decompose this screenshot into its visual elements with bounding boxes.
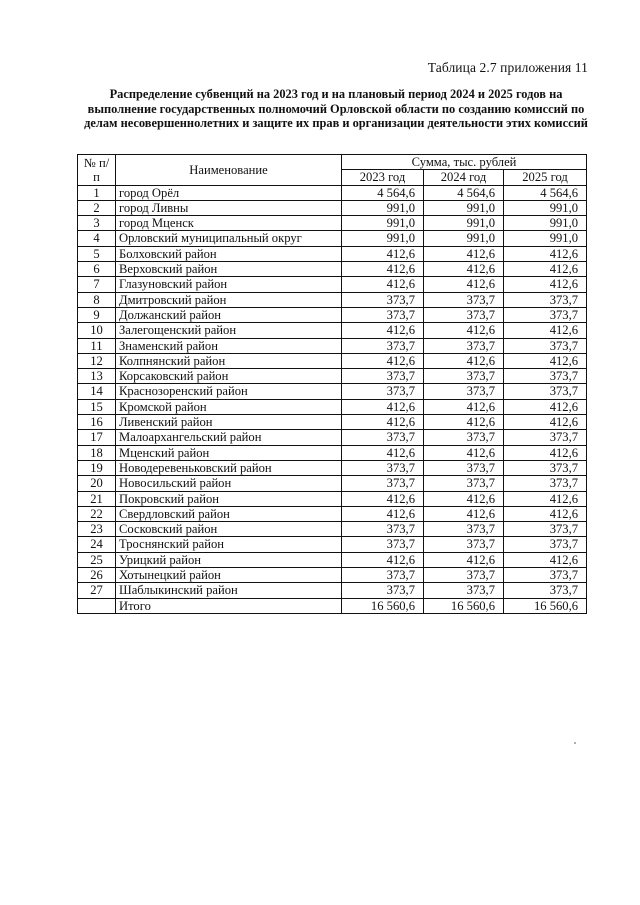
row-num: 9 <box>78 307 116 322</box>
total-num-cell <box>78 598 116 613</box>
table-row <box>78 307 587 322</box>
row-num: 11 <box>78 338 116 353</box>
row-value-2025: 373,7 <box>504 384 587 399</box>
row-value-2024: 991,0 <box>424 200 504 215</box>
row-value-2025: 991,0 <box>504 231 587 246</box>
row-value-2024: 991,0 <box>424 231 504 246</box>
total-2025: 16 560,6 <box>504 598 587 613</box>
row-value-2024: 412,6 <box>424 399 504 414</box>
row-name: город Орёл <box>116 185 342 200</box>
row-value-2025: 373,7 <box>504 430 587 445</box>
row-value-2024: 373,7 <box>424 369 504 384</box>
row-value-2024: 4 564,6 <box>424 185 504 200</box>
row-value-2025: 4 564,6 <box>504 185 587 200</box>
row-value-2025: 373,7 <box>504 369 587 384</box>
row-name: Хотынецкий район <box>116 568 342 583</box>
row-value-2024: 373,7 <box>424 537 504 552</box>
header-year-2023: 2023 год <box>342 170 424 185</box>
row-value-2023: 991,0 <box>342 216 424 231</box>
table-row <box>78 185 587 200</box>
header-year-2025: 2025 год <box>504 170 587 185</box>
total-2024: 16 560,6 <box>424 598 504 613</box>
table-row <box>78 491 587 506</box>
row-name: город Мценск <box>116 216 342 231</box>
row-name: Новодеревеньковский район <box>116 460 342 475</box>
row-value-2025: 373,7 <box>504 522 587 537</box>
row-name: Малоархангельский район <box>116 430 342 445</box>
row-value-2024: 412,6 <box>424 445 504 460</box>
row-name: Должанский район <box>116 307 342 322</box>
row-value-2023: 373,7 <box>342 460 424 475</box>
row-value-2025: 373,7 <box>504 460 587 475</box>
row-value-2023: 373,7 <box>342 369 424 384</box>
row-value-2023: 412,6 <box>342 552 424 567</box>
row-num: 23 <box>78 522 116 537</box>
row-value-2023: 373,7 <box>342 568 424 583</box>
row-value-2024: 991,0 <box>424 216 504 231</box>
row-name: Болховский район <box>116 246 342 261</box>
row-num: 16 <box>78 415 116 430</box>
row-value-2023: 373,7 <box>342 430 424 445</box>
table-caption: Таблица 2.7 приложения 11 <box>427 60 588 75</box>
row-value-2023: 412,6 <box>342 491 424 506</box>
row-value-2025: 412,6 <box>504 323 587 338</box>
row-value-2025: 373,7 <box>504 292 587 307</box>
row-name: Верховский район <box>116 262 342 277</box>
row-name: Кромской район <box>116 399 342 414</box>
row-value-2023: 373,7 <box>342 522 424 537</box>
table-row <box>78 200 587 215</box>
row-name: Краснозоренский район <box>116 384 342 399</box>
row-value-2025: 412,6 <box>504 552 587 567</box>
row-name: Троснянский район <box>116 537 342 552</box>
row-value-2023: 373,7 <box>342 583 424 598</box>
table-row <box>78 262 587 277</box>
row-name: Орловский муниципальный округ <box>116 231 342 246</box>
table-row <box>78 583 587 598</box>
row-value-2025: 373,7 <box>504 307 587 322</box>
row-num: 24 <box>78 537 116 552</box>
row-value-2024: 373,7 <box>424 522 504 537</box>
row-value-2024: 373,7 <box>424 568 504 583</box>
row-num: 18 <box>78 445 116 460</box>
row-name: Урицкий район <box>116 552 342 567</box>
row-value-2024: 373,7 <box>424 476 504 491</box>
table-row <box>78 323 587 338</box>
row-num: 10 <box>78 323 116 338</box>
row-num: 25 <box>78 552 116 567</box>
table-row <box>78 415 587 430</box>
row-value-2025: 412,6 <box>504 353 587 368</box>
row-name: Покровский район <box>116 491 342 506</box>
row-value-2025: 991,0 <box>504 216 587 231</box>
table-row <box>78 460 587 475</box>
table-row <box>78 231 587 246</box>
row-num: 15 <box>78 399 116 414</box>
row-num: 2 <box>78 200 116 215</box>
row-name: Шаблыкинский район <box>116 583 342 598</box>
header-num: № п/п <box>78 155 116 186</box>
table-row <box>78 399 587 414</box>
table-row <box>78 476 587 491</box>
table-row <box>78 522 587 537</box>
row-value-2025: 412,6 <box>504 246 587 261</box>
table-header <box>78 155 587 186</box>
row-value-2025: 412,6 <box>504 399 587 414</box>
row-num: 5 <box>78 246 116 261</box>
row-num: 12 <box>78 353 116 368</box>
table-row <box>78 537 587 552</box>
row-num: 13 <box>78 369 116 384</box>
row-value-2024: 412,6 <box>424 277 504 292</box>
row-value-2023: 412,6 <box>342 323 424 338</box>
row-name: Мценский район <box>116 445 342 460</box>
row-value-2023: 373,7 <box>342 384 424 399</box>
row-num: 21 <box>78 491 116 506</box>
row-value-2025: 373,7 <box>504 338 587 353</box>
table-row <box>78 277 587 292</box>
row-value-2024: 412,6 <box>424 506 504 521</box>
row-num: 19 <box>78 460 116 475</box>
header-year-2024: 2024 год <box>424 170 504 185</box>
row-value-2023: 412,6 <box>342 353 424 368</box>
row-num: 17 <box>78 430 116 445</box>
row-name: Колпнянский район <box>116 353 342 368</box>
row-value-2023: 412,6 <box>342 506 424 521</box>
row-name: Залегощенский район <box>116 323 342 338</box>
row-num: 27 <box>78 583 116 598</box>
row-name: Новосильский район <box>116 476 342 491</box>
row-value-2023: 412,6 <box>342 262 424 277</box>
table-row <box>78 384 587 399</box>
row-name: Дмитровский район <box>116 292 342 307</box>
row-num: 4 <box>78 231 116 246</box>
row-num: 1 <box>78 185 116 200</box>
row-num: 22 <box>78 506 116 521</box>
row-name: Корсаковский район <box>116 369 342 384</box>
row-name: Знаменский район <box>116 338 342 353</box>
table-row <box>78 216 587 231</box>
row-value-2023: 412,6 <box>342 246 424 261</box>
row-value-2025: 991,0 <box>504 200 587 215</box>
row-value-2025: 412,6 <box>504 415 587 430</box>
row-value-2023: 412,6 <box>342 445 424 460</box>
row-value-2024: 373,7 <box>424 307 504 322</box>
table-body <box>78 185 587 598</box>
table-row <box>78 430 587 445</box>
document-title: Распределение субвенций на 2023 год и на плановый период 2024 и 2025 годов на выполнение государственных полномочий Орловской области по созданию комиссий по делам несовершеннолетних и защите их прав и организации деятельности этих комиссий <box>84 87 588 130</box>
scan-speck <box>574 742 576 744</box>
row-name: Сосковский район <box>116 522 342 537</box>
table-row <box>78 506 587 521</box>
row-num: 8 <box>78 292 116 307</box>
row-num: 26 <box>78 568 116 583</box>
table-row <box>78 369 587 384</box>
table-row <box>78 552 587 567</box>
row-value-2024: 412,6 <box>424 415 504 430</box>
row-value-2024: 412,6 <box>424 246 504 261</box>
header-name: Наименование <box>116 155 342 186</box>
row-value-2023: 373,7 <box>342 476 424 491</box>
total-label: Итого <box>116 598 342 613</box>
table-row <box>78 445 587 460</box>
row-value-2024: 412,6 <box>424 353 504 368</box>
row-value-2025: 373,7 <box>504 476 587 491</box>
row-value-2023: 412,6 <box>342 415 424 430</box>
row-name: Глазуновский район <box>116 277 342 292</box>
row-value-2023: 412,6 <box>342 399 424 414</box>
row-num: 14 <box>78 384 116 399</box>
row-value-2024: 373,7 <box>424 292 504 307</box>
row-value-2025: 412,6 <box>504 262 587 277</box>
row-value-2024: 373,7 <box>424 338 504 353</box>
table-row <box>78 246 587 261</box>
row-value-2023: 412,6 <box>342 277 424 292</box>
table-row <box>78 338 587 353</box>
row-value-2025: 412,6 <box>504 277 587 292</box>
row-num: 3 <box>78 216 116 231</box>
row-value-2025: 373,7 <box>504 537 587 552</box>
row-value-2025: 373,7 <box>504 568 587 583</box>
row-name: Ливенский район <box>116 415 342 430</box>
row-value-2023: 373,7 <box>342 292 424 307</box>
row-value-2024: 412,6 <box>424 262 504 277</box>
row-name: Свердловский район <box>116 506 342 521</box>
total-row <box>78 598 587 613</box>
row-value-2025: 412,6 <box>504 445 587 460</box>
row-value-2024: 373,7 <box>424 583 504 598</box>
row-value-2024: 373,7 <box>424 430 504 445</box>
row-value-2023: 373,7 <box>342 338 424 353</box>
table-row <box>78 353 587 368</box>
subventions-table <box>77 154 587 614</box>
row-value-2025: 412,6 <box>504 491 587 506</box>
row-name: город Ливны <box>116 200 342 215</box>
row-value-2023: 373,7 <box>342 307 424 322</box>
row-num: 6 <box>78 262 116 277</box>
total-2023: 16 560,6 <box>342 598 424 613</box>
row-value-2023: 373,7 <box>342 537 424 552</box>
row-value-2024: 412,6 <box>424 552 504 567</box>
row-value-2025: 412,6 <box>504 506 587 521</box>
row-value-2023: 4 564,6 <box>342 185 424 200</box>
row-value-2025: 373,7 <box>504 583 587 598</box>
table-row <box>78 568 587 583</box>
table-row <box>78 292 587 307</box>
row-value-2024: 412,6 <box>424 491 504 506</box>
row-value-2023: 991,0 <box>342 200 424 215</box>
row-value-2024: 412,6 <box>424 323 504 338</box>
row-value-2023: 991,0 <box>342 231 424 246</box>
row-value-2024: 373,7 <box>424 384 504 399</box>
row-num: 7 <box>78 277 116 292</box>
row-num: 20 <box>78 476 116 491</box>
row-value-2024: 373,7 <box>424 460 504 475</box>
header-sum: Сумма, тыс. рублей <box>342 155 587 170</box>
